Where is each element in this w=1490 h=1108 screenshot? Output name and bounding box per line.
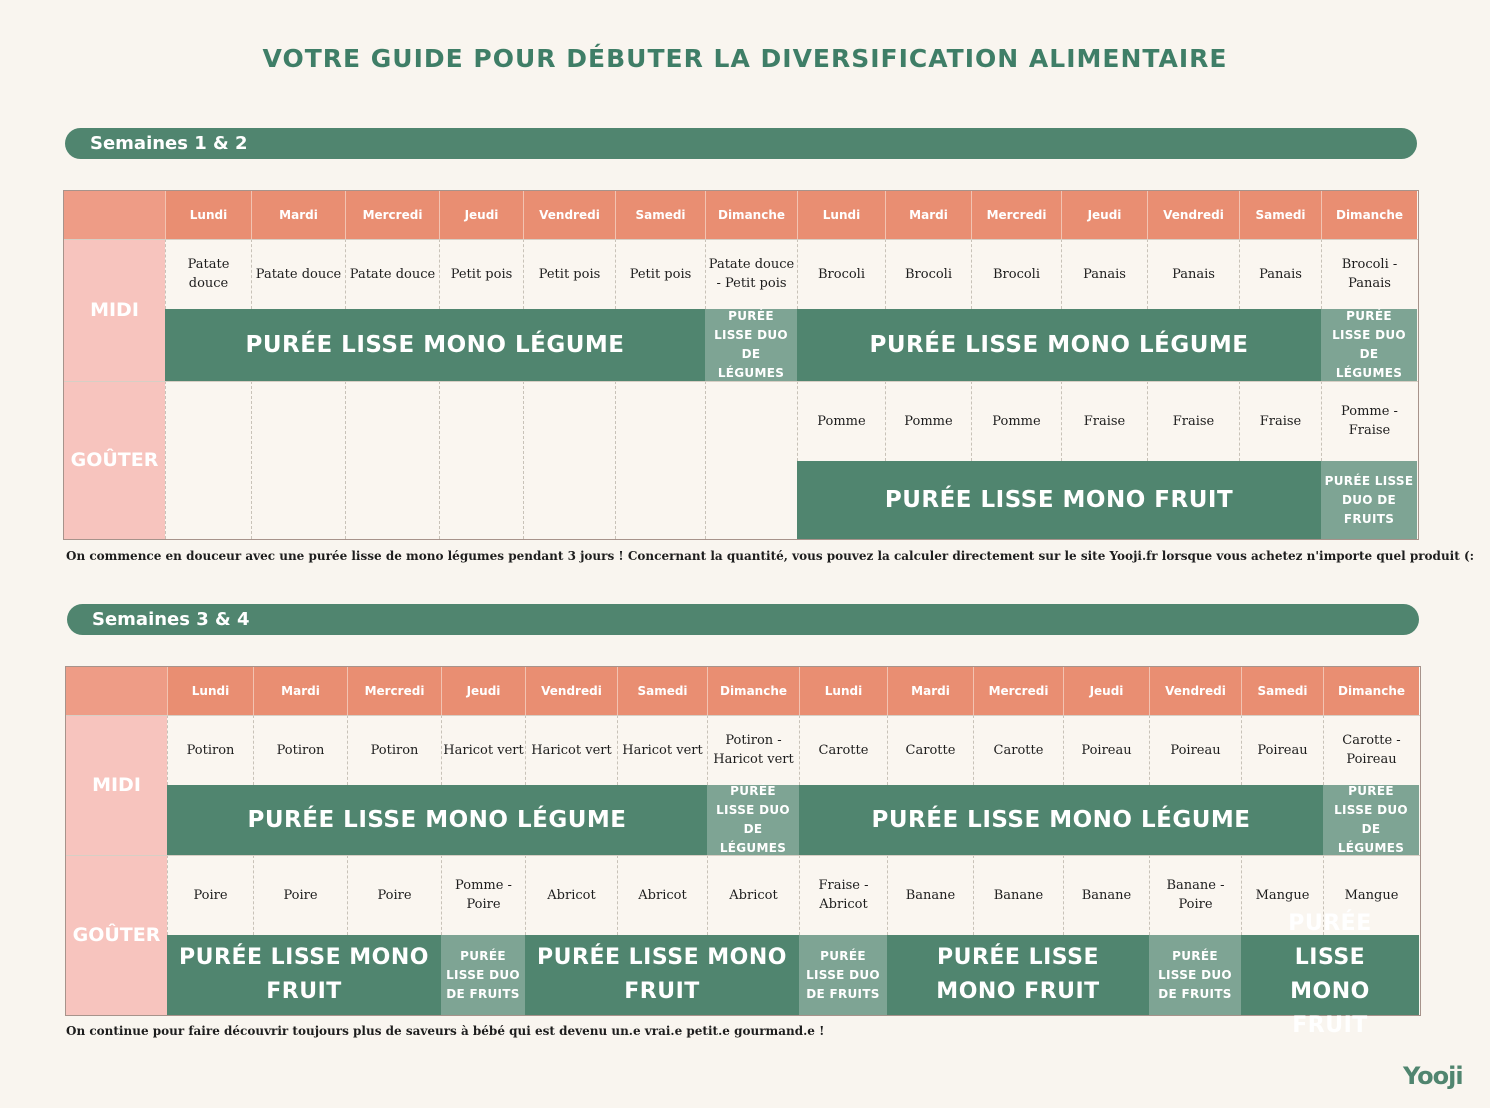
day-header-4: Jeudi: [441, 667, 525, 715]
midi-food-cell: Haricot vert: [525, 715, 617, 785]
midi-food-cell: Panais: [1061, 239, 1147, 309]
midi-food-cell: Poireau: [1063, 715, 1149, 785]
yooji-logo: Yooji: [1403, 1062, 1463, 1090]
midi-food-cell: Petit pois: [439, 239, 523, 309]
midi-food-cell: Patate douce - Petit pois: [705, 239, 797, 309]
midi-food-cell: Carotte: [799, 715, 887, 785]
midi-food-cell: Brocoli: [971, 239, 1061, 309]
day-header-10: Mercredi: [973, 667, 1063, 715]
gouter-food-cell: Pomme: [885, 381, 971, 461]
mono-band: PURÉE LISSE MONO FRUIT: [525, 935, 799, 1015]
empty-cell: [251, 381, 345, 539]
day-header-6: Samedi: [615, 191, 705, 239]
gouter-food-cell: Banane: [973, 855, 1063, 935]
day-header-9: Mardi: [887, 667, 973, 715]
mono-band: PURÉE LISSE MONO LÉGUME: [165, 309, 705, 381]
gouter-food-cell: Pomme - Fraise: [1321, 381, 1417, 461]
day-header-6: Samedi: [617, 667, 707, 715]
table-corner: [66, 667, 167, 715]
midi-food-cell: Petit pois: [615, 239, 705, 309]
gouter-food-cell: Poire: [167, 855, 253, 935]
empty-cell: [705, 381, 797, 539]
gouter-food-cell: Banane - Poire: [1149, 855, 1241, 935]
midi-food-cell: Patate douce: [251, 239, 345, 309]
duo-band: PURÉE LISSE DUO DE FRUITS: [1321, 461, 1417, 539]
gouter-food-cell: Fraise - Abricot: [799, 855, 887, 935]
gouter-food-cell: Fraise: [1147, 381, 1239, 461]
duo-band: PURÉE LISSE DUO DE LÉGUMES: [1321, 309, 1417, 381]
row-label-midi: MIDI: [64, 239, 165, 381]
midi-food-cell: Carotte: [973, 715, 1063, 785]
row-label-gouter: GOÛTER: [66, 855, 167, 1015]
table-corner: [64, 191, 165, 239]
gouter-food-cell: Poire: [347, 855, 441, 935]
page-title: VOTRE GUIDE POUR DÉBUTER LA DIVERSIFICATION ALIMENTAIRE: [262, 44, 1228, 73]
gouter-food-cell: Poire: [253, 855, 347, 935]
day-header-12: Vendredi: [1147, 191, 1239, 239]
day-header-4: Jeudi: [439, 191, 523, 239]
midi-food-cell: Panais: [1147, 239, 1239, 309]
duo-band: PURÉE LISSE DUO DE FRUITS: [1149, 935, 1241, 1015]
empty-cell: [523, 381, 615, 539]
midi-food-cell: Haricot vert: [441, 715, 525, 785]
day-header-7: Dimanche: [707, 667, 799, 715]
row-divider: [64, 239, 1418, 240]
duo-band: PURÉE LISSE DUO DE FRUITS: [441, 935, 525, 1015]
day-header-2: Mardi: [253, 667, 347, 715]
duo-band: PURÉE LISSE DUO DE LÉGUMES: [705, 309, 797, 381]
empty-cell: [615, 381, 705, 539]
section-note-weeks-1-2: On commence en douceur avec une purée lisse de mono légumes pendant 3 jours ! Concernant la quantité, vous pouvez la calculer directement sur le site Yooji.fr lorsque vous achetez n'importe quel produit (:: [66, 549, 1475, 563]
midi-food-cell: Brocoli: [797, 239, 885, 309]
day-header-12: Vendredi: [1149, 667, 1241, 715]
gouter-food-cell: Abricot: [617, 855, 707, 935]
day-header-14: Dimanche: [1323, 667, 1419, 715]
midi-food-cell: Potiron: [253, 715, 347, 785]
row-divider: [64, 381, 1418, 382]
row-label-midi: MIDI: [66, 715, 167, 855]
mono-band: PURÉE LISSE MONO LÉGUME: [799, 785, 1323, 855]
midi-food-cell: Potiron: [347, 715, 441, 785]
day-header-11: Jeudi: [1063, 667, 1149, 715]
empty-cell: [165, 381, 251, 539]
midi-food-cell: Potiron: [167, 715, 253, 785]
midi-food-cell: Potiron - Haricot vert: [707, 715, 799, 785]
gouter-food-cell: Fraise: [1239, 381, 1321, 461]
duo-band: PURÉE LISSE DUO DE LÉGUMES: [707, 785, 799, 855]
gouter-food-cell: Banane: [887, 855, 973, 935]
day-header-5: Vendredi: [525, 667, 617, 715]
midi-food-cell: Panais: [1239, 239, 1321, 309]
midi-food-cell: Patate douce: [165, 239, 251, 309]
day-header-13: Samedi: [1239, 191, 1321, 239]
gouter-food-cell: Mangue: [1323, 855, 1419, 935]
section-banner-weeks-1-2: Semaines 1 & 2: [65, 128, 1417, 159]
midi-food-cell: Carotte - Poireau: [1323, 715, 1419, 785]
duo-band: PURÉE LISSE DUO DE FRUITS: [799, 935, 887, 1015]
section-note-weeks-3-4: On continue pour faire découvrir toujours plus de saveurs à bébé qui est devenu un.e vrai.e petit.e gourmand.e !: [66, 1024, 825, 1038]
row-divider: [66, 715, 1420, 716]
day-header-5: Vendredi: [523, 191, 615, 239]
gouter-food-cell: Abricot: [525, 855, 617, 935]
gouter-food-cell: Abricot: [707, 855, 799, 935]
gouter-food-cell: Banane: [1063, 855, 1149, 935]
midi-food-cell: Haricot vert: [617, 715, 707, 785]
midi-food-cell: Brocoli - Panais: [1321, 239, 1417, 309]
day-header-11: Jeudi: [1061, 191, 1147, 239]
gouter-food-cell: Pomme: [971, 381, 1061, 461]
mono-band: PURÉE LISSE MONO FRUIT: [887, 935, 1149, 1015]
gouter-food-cell: Fraise: [1061, 381, 1147, 461]
mono-band: PURÉE LISSE MONO LÉGUME: [797, 309, 1321, 381]
midi-food-cell: Petit pois: [523, 239, 615, 309]
day-header-1: Lundi: [167, 667, 253, 715]
mono-band: PURÉE LISSE MONO FRUIT: [1241, 935, 1419, 1015]
day-header-13: Samedi: [1241, 667, 1323, 715]
duo-band: PURÉE LISSE DUO DE LÉGUMES: [1323, 785, 1419, 855]
midi-food-cell: Brocoli: [885, 239, 971, 309]
midi-food-cell: Poireau: [1149, 715, 1241, 785]
day-header-1: Lundi: [165, 191, 251, 239]
day-header-10: Mercredi: [971, 191, 1061, 239]
day-header-3: Mercredi: [345, 191, 439, 239]
empty-cell: [439, 381, 523, 539]
mono-band: PURÉE LISSE MONO LÉGUME: [167, 785, 707, 855]
section-banner-weeks-3-4: Semaines 3 & 4: [67, 604, 1419, 635]
day-header-14: Dimanche: [1321, 191, 1417, 239]
day-header-3: Mercredi: [347, 667, 441, 715]
midi-food-cell: Carotte: [887, 715, 973, 785]
day-header-9: Mardi: [885, 191, 971, 239]
gouter-food-cell: Pomme - Poire: [441, 855, 525, 935]
planning-table-weeks-1-2: [63, 190, 1419, 540]
mono-band: PURÉE LISSE MONO FRUIT: [167, 935, 441, 1015]
day-header-8: Lundi: [799, 667, 887, 715]
row-label-gouter: GOÛTER: [64, 381, 165, 539]
row-divider: [66, 855, 1420, 856]
day-header-2: Mardi: [251, 191, 345, 239]
midi-food-cell: Patate douce: [345, 239, 439, 309]
day-header-8: Lundi: [797, 191, 885, 239]
gouter-food-cell: Pomme: [797, 381, 885, 461]
midi-food-cell: Poireau: [1241, 715, 1323, 785]
gouter-food-cell: Mangue: [1241, 855, 1323, 935]
empty-cell: [345, 381, 439, 539]
day-header-7: Dimanche: [705, 191, 797, 239]
mono-band: PURÉE LISSE MONO FRUIT: [797, 461, 1321, 539]
